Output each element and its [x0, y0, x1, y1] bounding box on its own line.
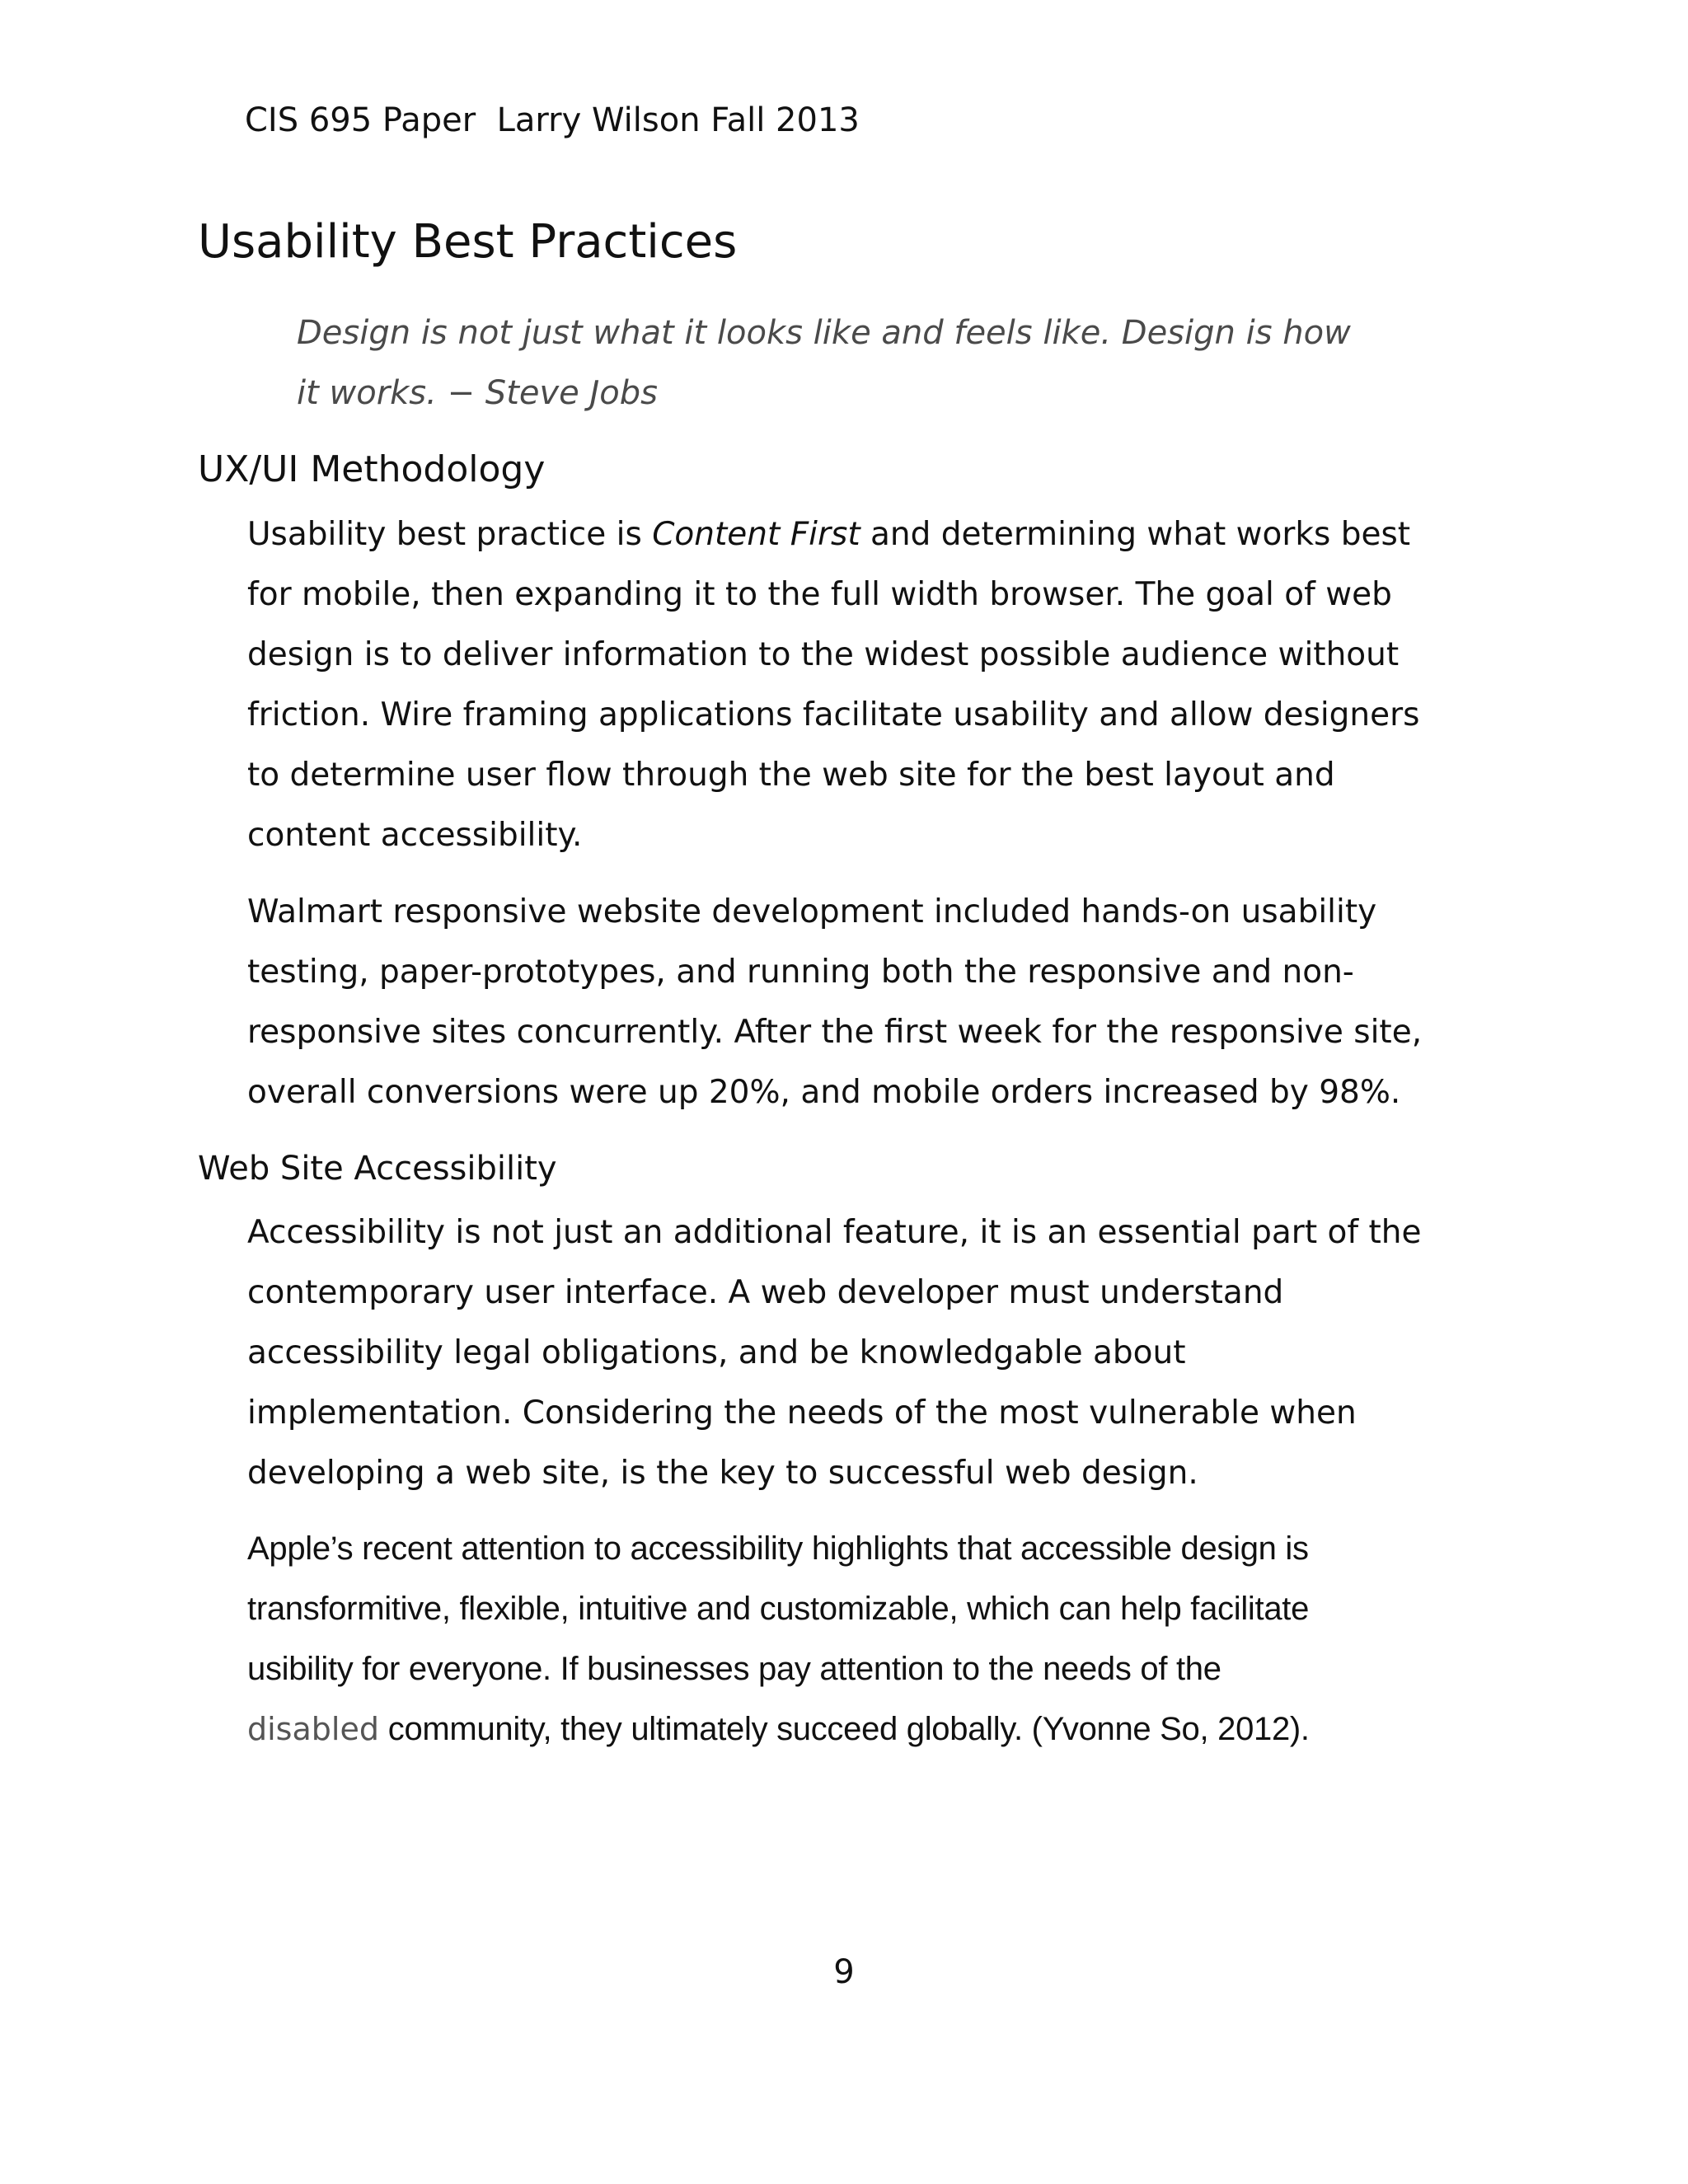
text-run: Usability best practice is	[247, 516, 653, 553]
paragraph-line: for mobile, then expanding it to the full width browser. The goal of web	[247, 576, 1392, 613]
paragraph-accessibility	[247, 1202, 1484, 1503]
text-run: disabled	[247, 1711, 379, 1747]
paragraph-line: content accessibility.	[247, 817, 583, 854]
paragraph-line: implementation. Considering the needs of the most vulnerable when	[247, 1394, 1357, 1432]
paragraph-line: design is to deliver information to the widest possible audience without	[247, 636, 1400, 673]
paragraph-line: testing, paper-prototypes, and running both the responsive and non-	[247, 954, 1354, 991]
paragraph-line: Apple’s recent attention to accessibility highlights that accessible design is	[247, 1530, 1309, 1567]
paragraph-content-first	[247, 504, 1484, 865]
epigraph-line: Design is not just what it looks like and feels like. Design is how	[297, 314, 1351, 352]
epigraph-line: it works. − Steve Jobs	[297, 374, 658, 412]
paragraph-line: developing a web site, is the key to successful web design.	[247, 1455, 1198, 1492]
text-run: and determining what works best	[860, 516, 1411, 553]
paragraph-line: accessibility legal obligations, and be knowledgable about	[247, 1334, 1186, 1371]
paragraph-line: Walmart responsive website development included hands-on usability	[247, 893, 1377, 930]
paragraph-line: contemporary user interface. A web developer must understand	[247, 1274, 1284, 1311]
section-heading-web-site-accessibility: Web Site Accessibility	[198, 1150, 557, 1188]
paragraph-line: transformitive, flexible, intuitive and customizable, which can help facilitate	[247, 1591, 1310, 1627]
paragraph-line: responsive sites concurrently. After the first week for the responsive site,	[247, 1014, 1423, 1051]
page-title: Usability Best Practices	[198, 215, 738, 269]
text-run: community, they ultimately succeed globally. (Yvonne So, 2012).	[378, 1711, 1310, 1747]
paragraph-line: overall conversions were up 20%, and mobile orders increased by 98%.	[247, 1074, 1401, 1111]
paragraph-line	[247, 1699, 1484, 1760]
paragraph-line: friction. Wire framing applications facilitate usability and allow designers	[247, 696, 1420, 733]
paragraph-apple	[247, 1519, 1484, 1760]
paragraph-line: Accessibility is not just an additional feature, it is an essential part of the	[247, 1214, 1422, 1251]
paragraph-line: usibility for everyone. If businesses pay attention to the needs of the	[247, 1651, 1221, 1687]
paragraph-line	[247, 504, 1484, 565]
paragraph-walmart	[247, 882, 1484, 1122]
epigraph-quote	[297, 303, 1451, 424]
emphasis-content-first: Content First	[652, 516, 860, 553]
running-header: CIS 695 Paper Larry Wilson Fall 2013	[245, 101, 860, 139]
section-heading-ux-ui-methodology: UX/UI Methodology	[198, 448, 546, 490]
paragraph-line: to determine user flow through the web site for the best layout and	[247, 757, 1335, 794]
page-number: 9	[833, 1953, 855, 1991]
